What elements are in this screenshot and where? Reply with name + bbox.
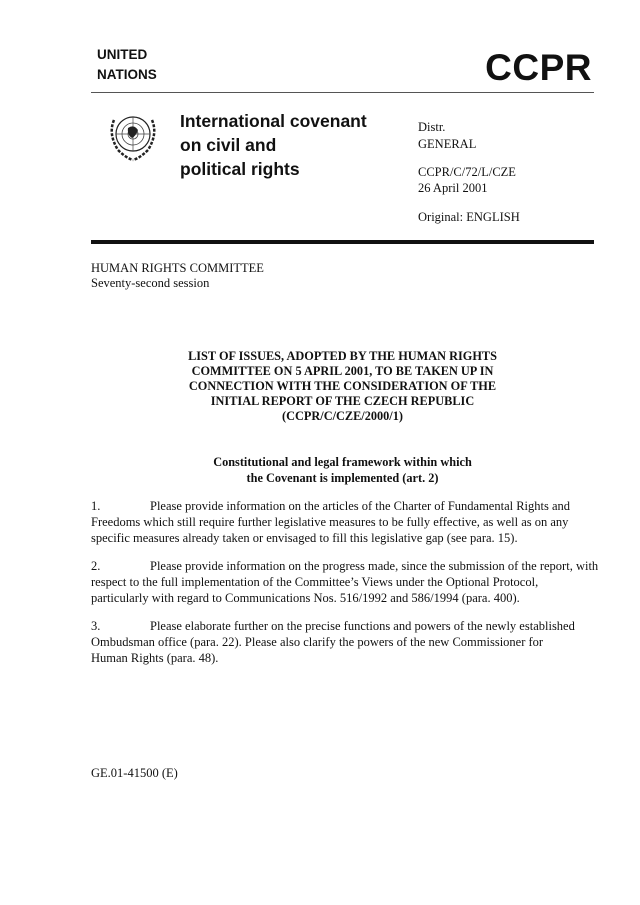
title-line: political rights bbox=[180, 159, 300, 179]
paragraph-line: specific measures already taken or envisaged to fill this legislative gap (see para. 15). bbox=[91, 531, 518, 545]
paragraph-2 bbox=[91, 558, 598, 606]
committee-name: HUMAN RIGHTS COMMITTEE bbox=[91, 261, 264, 275]
original-language: Original: ENGLISH bbox=[418, 210, 520, 224]
paragraph-line: particularly with regard to Communications Nos. 516/1992 and 586/1994 (para. 400). bbox=[91, 591, 520, 605]
paragraph-line: Human Rights (para. 48). bbox=[91, 651, 219, 665]
paragraph-number: 1. bbox=[91, 499, 101, 513]
paragraph-line: Please elaborate further on the precise functions and powers of the newly established bbox=[150, 619, 575, 633]
header-divider bbox=[91, 92, 594, 93]
org-line: NATIONS bbox=[97, 67, 157, 82]
doc-date: 26 April 2001 bbox=[418, 181, 488, 195]
paragraph-number: 2. bbox=[91, 559, 101, 573]
committee-info bbox=[91, 261, 264, 291]
paragraph-line: Ombudsman office (para. 22). Please also clarify the powers of the new Commissioner for bbox=[91, 635, 544, 649]
main-title-line: COMMITTEE ON 5 APRIL 2001, TO BE TAKEN UP IN bbox=[191, 364, 494, 378]
distribution: GENERAL bbox=[418, 137, 477, 151]
job-number: GE.01-41500 (E) bbox=[91, 766, 178, 780]
org-line: UNITED bbox=[97, 47, 148, 62]
main-title-line: LIST OF ISSUES, ADOPTED BY THE HUMAN RIGHTS bbox=[188, 349, 497, 363]
doc-number: CCPR/C/72/L/CZE bbox=[418, 165, 516, 179]
org-name bbox=[97, 45, 157, 85]
session: Seventy-second session bbox=[91, 276, 210, 290]
section-heading-line: Constitutional and legal framework within which bbox=[213, 455, 472, 469]
un-emblem-icon bbox=[104, 108, 162, 164]
paragraph-line: Please provide information on the articles of the Charter of Fundamental Rights and bbox=[150, 499, 571, 513]
covenant-title bbox=[180, 109, 367, 181]
title-line: International covenant bbox=[180, 111, 367, 131]
paragraph-3 bbox=[91, 618, 575, 666]
main-title-line: CONNECTION WITH THE CONSIDERATION OF THE bbox=[188, 379, 497, 393]
paragraph-number: 3. bbox=[91, 619, 101, 633]
main-title bbox=[91, 349, 594, 424]
header-thick-divider bbox=[91, 240, 594, 244]
paragraph-line: respect to the full implementation of the Committee’s Views under the Optional Protocol, bbox=[91, 575, 539, 589]
distr-label: Distr. bbox=[418, 120, 446, 134]
section-heading-line: the Covenant is implemented (art. 2) bbox=[246, 471, 439, 485]
main-title-line: INITIAL REPORT OF THE CZECH REPUBLIC bbox=[210, 394, 475, 408]
section-heading bbox=[91, 454, 594, 486]
paragraph-line: Freedoms which still require further legislative measures to be fully effective, as well as on any bbox=[91, 515, 569, 529]
document-symbol: CCPR bbox=[485, 47, 592, 88]
main-title-line: (CCPR/C/CZE/2000/1) bbox=[282, 409, 403, 423]
paragraph-1 bbox=[91, 498, 570, 546]
paragraph-line: Please provide information on the progress made, since the submission of the report, with bbox=[150, 559, 599, 573]
title-line: on civil and bbox=[180, 135, 277, 155]
